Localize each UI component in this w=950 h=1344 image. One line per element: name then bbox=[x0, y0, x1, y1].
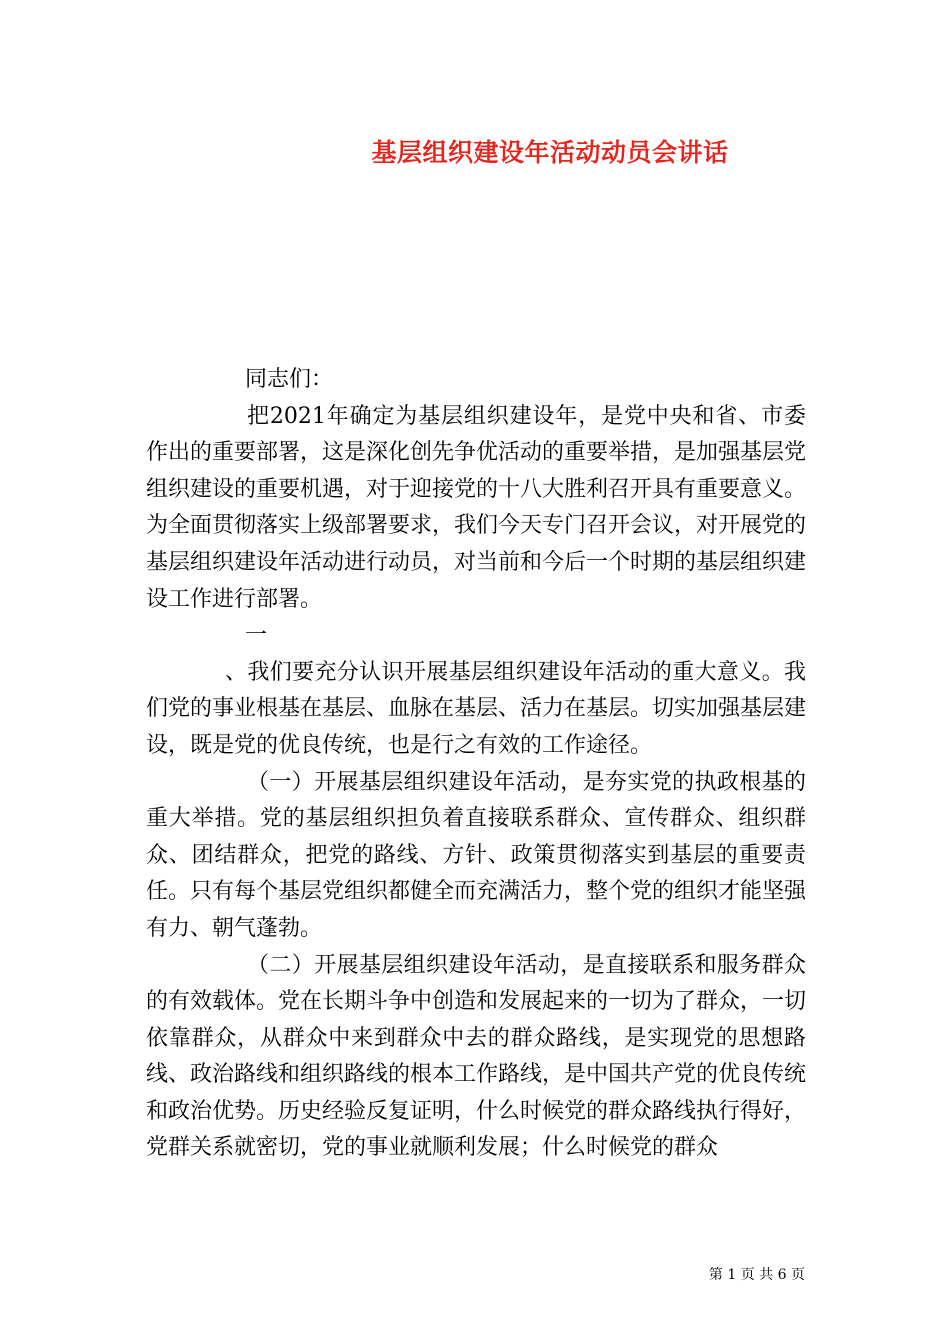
paragraph-intro: 把2021年确定为基层组织建设年，是党中央和省、市委作出的重要部署，这是深化创先争优活动的重要举措，是加强基层党组织建设的重要机遇，对于迎接党的十八大胜利召开具有重要意义。为全面贯彻落实上级部署要求，我们今天专门召开会议，对开展党的基层组织建设年活动进行动员，对当前和今后一个时期的基层组织建设工作进行部署。 bbox=[146, 403, 807, 612]
paragraph-subsection-one: （一）开展基层组织建设年活动，是夯实党的执政根基的重大举措。党的基层组织担负着直接联系群众、宣传群众、组织群众、团结群众，把党的路线、方针、政策贯彻落实到基层的重要责任。只有每个基层党组织都健全而充满活力，整个党的组织才能坚强有力、朝气蓬勃。 bbox=[146, 769, 807, 941]
paragraph-subsection-two: （二）开展基层组织建设年活动，是直接联系和服务群众的有效载体。党在长期斗争中创造和发展起来的一切为了群众，一切依靠群众，从群众中来到群众中去的群众路线，是实现党的思想路线、政治路线和组织路线的根本工作路线，是中国共产党的优良传统和政治优势。历史经验反复证明，什么时候党的群众路线执行得好，党群关系就密切，党的事业就顺利发展；什么时候党的群众 bbox=[146, 952, 807, 1161]
document-body bbox=[146, 362, 806, 1167]
section-number-one: 一 bbox=[245, 623, 268, 649]
page-title: 基层组织建设年活动动员会讲话 bbox=[371, 138, 729, 167]
page-footer: 第 1 页 共 6 页 bbox=[708, 1267, 805, 1283]
paragraph-section-one: 、我们要充分认识开展基层组织建设年活动的重大意义。我们党的事业根基在基层、血脉在基层、活力在基层。切实加强基层建设，既是党的优良传统，也是行之有效的工作途径。 bbox=[146, 659, 807, 758]
salutation: 同志们： bbox=[245, 367, 334, 392]
